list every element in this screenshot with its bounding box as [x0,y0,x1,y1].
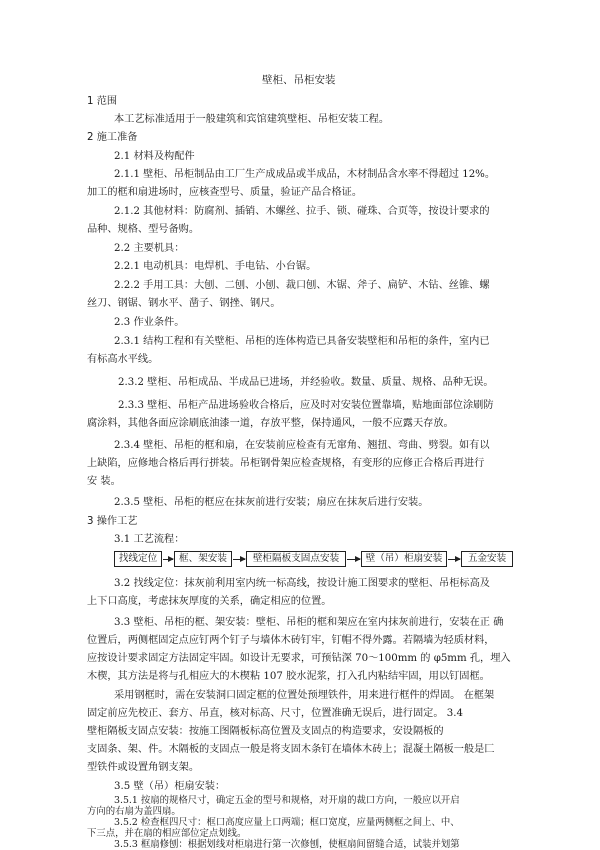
section-2-heading: 2 施工准备 [87,132,138,143]
para-3-5-3: 3.5.3 框扇修刨：根据划线对柜扇进行第一次修刨，使框扇间留缝合适，试装并划第 [114,839,460,850]
para-3-3b-line-2: 固定前应先校正、套方、吊直，核对标高、尺寸，位置准确无误后，进行固定。 3.4 [87,708,463,719]
para-2-3-3-line-1: 2.3.3 壁柜、吊柜产品进场验收合格后，应及时对安装位置靠墙，贴地面部位涂刷防 [118,400,494,411]
para-3-2-line-2: 上下口高度，考虑抹灰厚度的关系，确定相应的位置。 [87,596,332,607]
para-3-3-line-4: 木楔，其方法是将与孔相应大的木楔粘 107 胶水泥浆，打入孔内粘结牢固，用以钉固框。 [87,671,490,682]
section-3-heading: 3 操作工艺 [87,516,138,527]
flow-arrow-2 [233,559,245,560]
para-3-5-1-line-2: 方向的右扇为盖四扇。 [87,806,181,817]
subsection-3-5: 3.5 壁（吊）柜扇安装： [114,781,226,792]
para-2-3-1-line-1: 2.3.1 结构工程和有关壁柜、吊柜的连体构造已具备安装壁柜和吊柜的条件，室内已 [114,336,490,347]
para-2-2-1: 2.2.1 电动机具：电焊机、手电钻、小台锯。 [114,261,317,272]
para-2-3-3-line-2: 腐涂料，其他各面应涂刷底油漆一道，存放平整，保持通风，一般不应露天存放。 [87,418,454,429]
para-3-3b-line-1: 采用钢框时，需在安装洞口固定框的位置处预埋铁件，用来进行框件的焊固。 在框架 [114,690,495,701]
section-1-body: 本工艺标准适用于一般建筑和宾馆建筑壁柜、吊柜安装工程。 [114,114,390,125]
para-3-3-line-1: 3.3 壁柜、吊柜的框、架安装：壁柜、吊柜的框和架应在室内抹灰前进行，安装在正 确 [114,617,504,628]
para-2-3-2: 2.3.2 壁柜、吊柜成品、半成品已进场，并经验收。数量、质量、规格、品种无误。 [118,377,494,388]
flow-arrow-3 [347,559,360,560]
subsection-3-1: 3.1 工艺流程： [114,534,185,545]
para-3-3-line-2: 位置后，两侧框固定点应钉两个钉子与墙体木砖钉牢，钉帽不得外露。若隔墙为轻质材料， [87,635,495,646]
subsection-2-2: 2.2 主要机具： [114,243,185,254]
para-2-2-2-line-1: 2.2.2 手用工具：大刨、二刨、小刨、裁口刨、木锯、斧子、扁铲、木钻、丝锥、螺 [114,280,490,291]
para-2-3-4-line-3: 安 装。 [87,476,121,487]
flow-step-1: 找线定位 [114,551,162,567]
para-3-3b-line-4: 支固条、架、件。木隔板的支固点一般是将支固木条钉在墙体木砖上；混凝土隔板一般是匚 [87,744,495,755]
para-2-1-1-line-2: 加工的框和扇进场时，应核查型号、质量，验证产品合格证。 [87,187,363,198]
flow-step-5: 五金安装 [461,551,513,567]
para-3-5-1-line-1: 3.5.1 按扇的规格尺寸，确定五金的型号和规格，对开扇的裁口方向，一般应以开启 [114,795,460,806]
flow-step-3: 壁柜隔板支固点安装 [246,551,346,567]
para-3-3b-line-3: 壁柜隔板支固点安装：按施工图隔板标高位置及支固点的构造要求，安设隔板的 [87,726,444,737]
section-1-heading: 1 范围 [87,96,118,107]
para-2-1-2-line-2: 品种、规格、型号备购。 [87,224,200,235]
para-2-1-2-line-1: 2.1.2 其他材料：防腐剂、插销、木螺丝、拉手、锁、碰珠、合页等，按设计要求的 [114,206,490,217]
para-3-5-2-line-1: 3.5.2 检查框四尺寸：框口高度应量上口两端；框口宽度，应量两侧框之间上、中、 [114,817,460,828]
para-2-3-4-line-2: 上缺陷，应修地合格后再行拼装。吊柜钢骨架应检查规格，有变形的应修正合格后再进行 [87,458,485,469]
flow-step-4: 壁（吊）柜扇安装 [361,551,447,567]
para-3-5-2-line-2: 下三点，并在扇的相应部位定点划线。 [87,828,247,839]
flow-step-2: 框、架安装 [174,551,232,567]
para-2-1-1-line-1: 2.1.1 壁柜、吊柜制品由工厂生产成成品或半成品，木材制品含水率不得超过 12%。 [114,169,496,180]
para-3-3-line-3: 应按设计要求固定方法固定牢固。如设计无要求，可预钻深 70～100mm 的 φ5mm 孔，埋入 [87,653,511,664]
doc-title: 壁柜、吊柜安装 [262,74,336,86]
para-2-3-4-line-1: 2.3.4 壁柜、吊柜的框和扇，在安装前应检查有无窜角、翘扭、弯曲、劈裂。如有以 [114,440,490,451]
subsection-2-1: 2.1 材料及构配件 [114,151,195,162]
para-3-3b-line-5: 型铁件或设置角钢支架。 [87,762,200,773]
para-2-3-1-line-2: 有标高水平线。 [87,354,159,365]
para-2-3-5: 2.3.5 壁柜、吊柜的框应在抹灰前进行安装；扇应在抹灰后进行安装。 [114,497,429,508]
flow-arrow-1 [163,559,173,560]
para-3-2-line-1: 3.2 找线定位：抹灰前利用室内统一标高线，按设计施工图要求的壁柜、吊柜标高及 [114,578,490,589]
flow-arrow-4 [448,559,460,560]
para-2-2-2-line-2: 丝刀、钢锯、钢水平、凿子、钢挫、钢尺。 [87,298,281,309]
subsection-2-3: 2.3 作业条件。 [114,317,185,328]
